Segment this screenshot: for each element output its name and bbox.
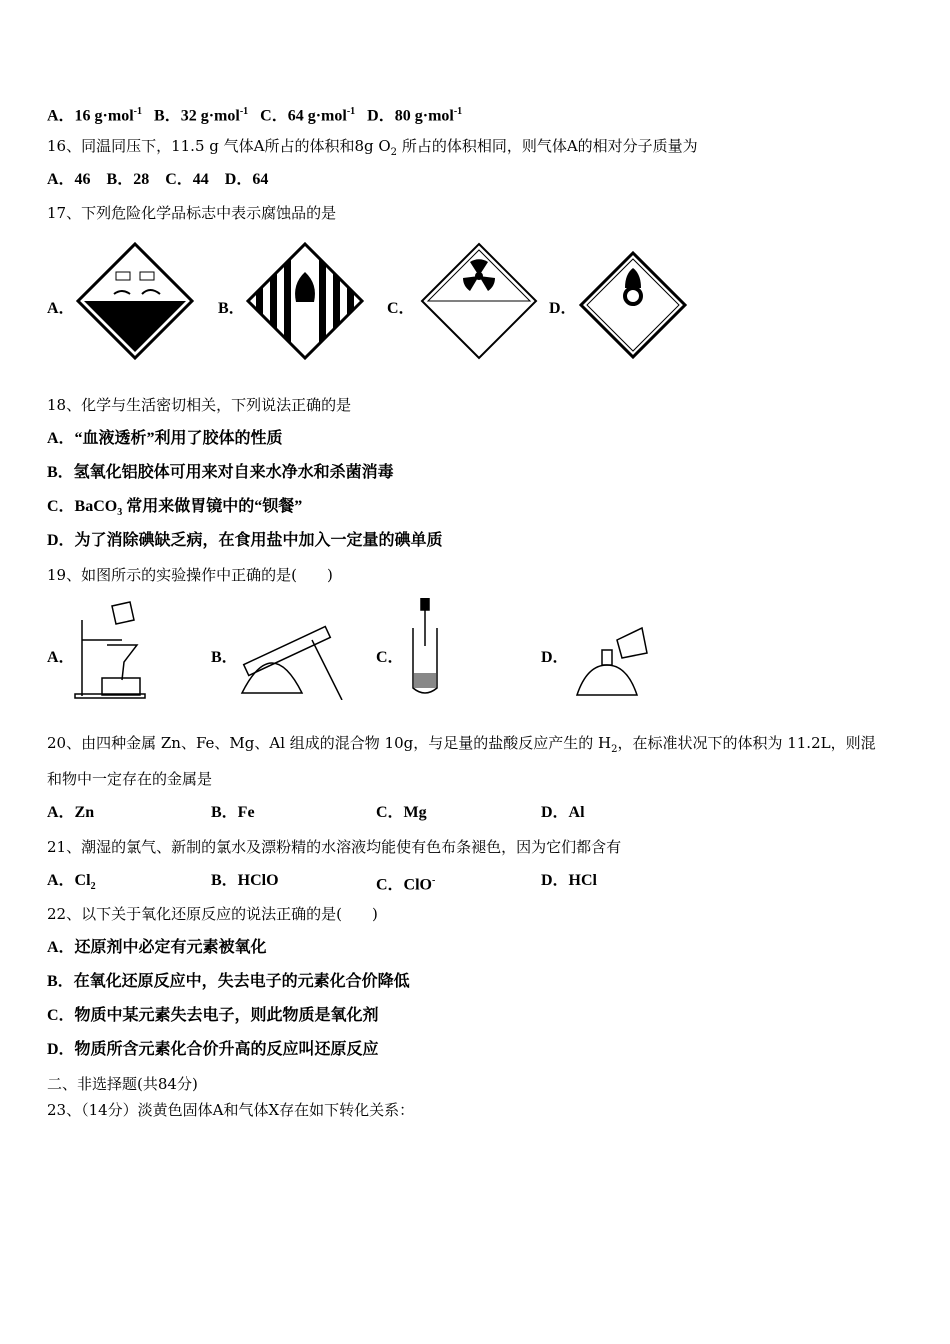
q18-stem: 18、化学与生活密切相关，下列说法正确的是: [47, 396, 352, 414]
q20-option-d: D．Al: [541, 804, 585, 821]
q21-option-d: D．HCl: [541, 872, 598, 889]
q22-stem: 22、以下关于氧化还原反应的说法正确的是( ): [47, 905, 378, 923]
q18-option-b: B．氢氧化铝胶体可用来对自来水净水和杀菌消毒: [47, 464, 394, 481]
heating-test-tube-apparatus: [232, 605, 352, 700]
q18-option-a: A．“血液透析”利用了胶体的性质: [47, 430, 283, 447]
q18-option-c: C．BaCO$_3$ 常用来做胃镜中的“钡餐”: [47, 498, 303, 519]
q20-stem: 20、由四种金属 Zn、Fe、Mg、Al 组成的混合物 10g，与足量的盐酸反应产生的 $H_2$，在标准状况下的体积为 11.2L，则混: [47, 734, 876, 755]
q19-stem: 19、如图所示的实验操作中正确的是( ): [47, 566, 333, 584]
q22-option-b: B．在氧化还原反应中，失去电子的元素化合价降低: [47, 973, 410, 990]
q21-option-b: B．HClO: [211, 872, 279, 889]
filtration-apparatus: [72, 600, 152, 700]
corrosive-hazard-sign: [76, 242, 194, 360]
q15-options: A．16 g·mol$^{-1}$ B．32 g·mol$^{-1}$ C．64 g·mol$^{-1}$ D．80 g·mol$^{-1}$: [47, 106, 463, 125]
q16-options: A．46 B．28 C．44 D．64: [47, 171, 269, 188]
section-heading: 二、非选择题(共84分): [47, 1075, 198, 1093]
q22-option-c: C．物质中某元素失去电子，则此物质是氧化剂: [47, 1007, 379, 1024]
q20-stem-cont: 和物中一定存在的金属是: [47, 770, 213, 788]
alcohol-lamp-lighting: [572, 625, 652, 700]
q17-label-d: D．: [549, 300, 577, 317]
q20-option-c: C．Mg: [376, 804, 427, 821]
q17-label-c: C．: [387, 300, 415, 317]
q21-stem: 21、潮湿的氯气、新制的氯水及漂粉精的水溶液均能使有色布条褪色，因为它们都含有: [47, 838, 622, 856]
q18-option-d: D．为了消除碘缺乏病，在食用盐中加入一定量的碘单质: [47, 532, 443, 549]
q21-option-c: C．ClO-: [376, 875, 436, 894]
q19-label-a: A．: [47, 649, 75, 666]
q20-option-a: A．Zn: [47, 804, 95, 821]
oxidizer-sign: [578, 250, 688, 360]
q16-stem: 16、同温同压下，11.5 g 气体A所占的体积和8g $O_2$ 所占的体积相同，则气体A的相对分子质量为: [47, 137, 698, 158]
radioactive-sign: [420, 242, 538, 360]
q20-option-b: B．Fe: [211, 804, 255, 821]
q19-label-d: D．: [541, 649, 569, 666]
q19-label-b: B．: [211, 649, 238, 666]
q19-label-c: C．: [376, 649, 404, 666]
q23-stem: 23、（14分）淡黄色固体A和气体X存在如下转化关系：: [47, 1101, 415, 1119]
q21-option-a: A．$Cl_2$: [47, 872, 96, 893]
flammable-solid-sign: [246, 242, 364, 360]
q22-option-d: D．物质所含元素化合价升高的反应叫还原反应: [47, 1041, 379, 1058]
q22-option-a: A．还原剂中必定有元素被氧化: [47, 939, 267, 956]
q17-stem: 17、下列危险化学品标志中表示腐蚀品的是: [47, 204, 337, 222]
q17-label-b: B．: [218, 300, 245, 317]
q17-label-a: A．: [47, 300, 75, 317]
dropper-test-tube: [405, 598, 445, 698]
